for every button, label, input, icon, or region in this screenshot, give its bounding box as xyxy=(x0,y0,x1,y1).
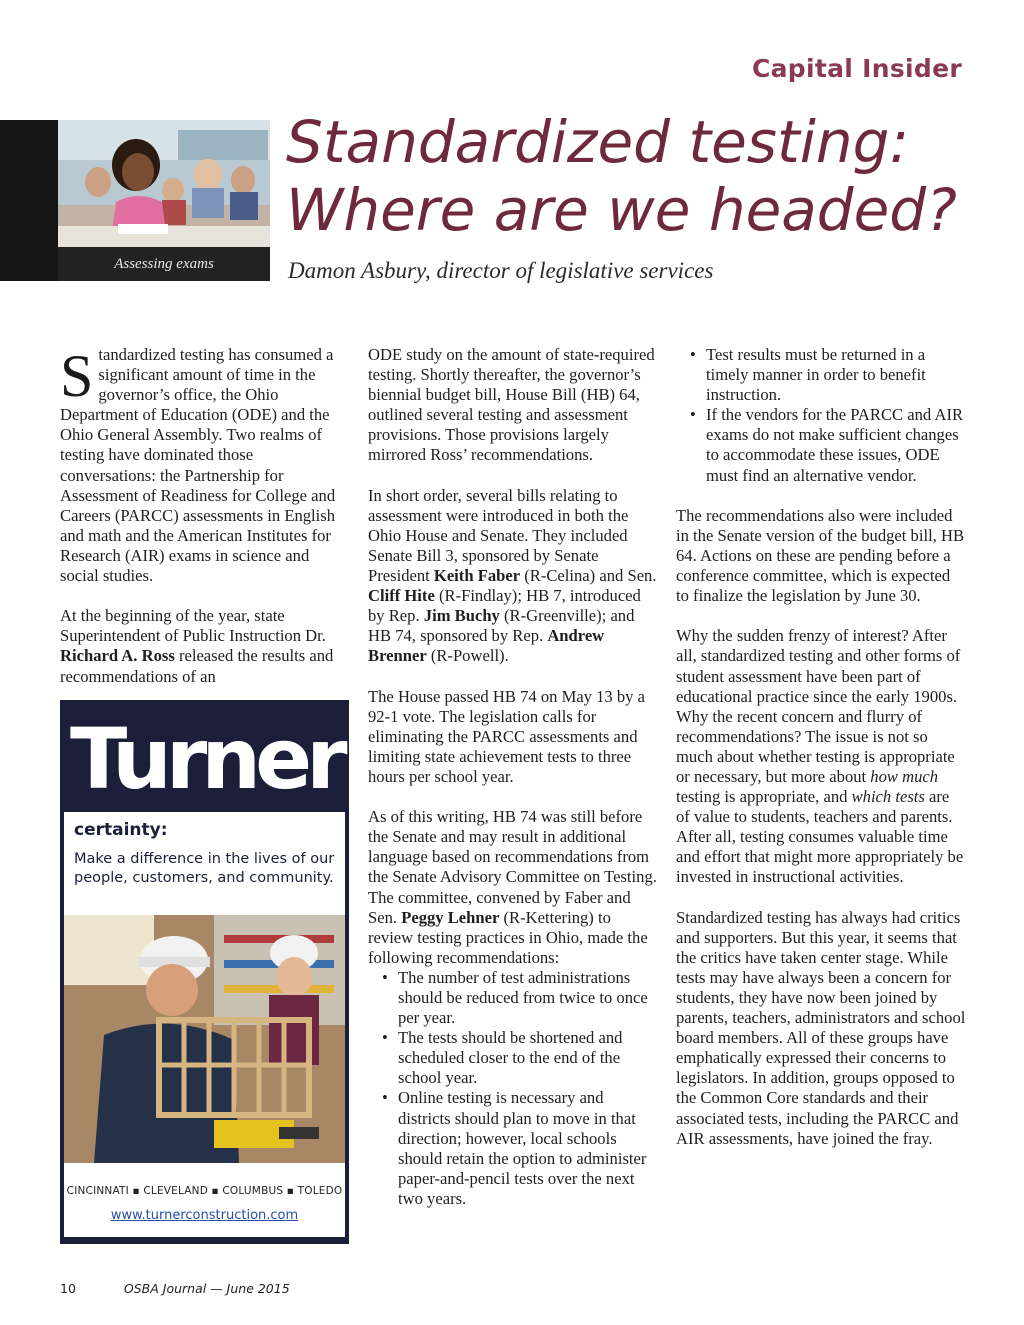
person-name: Peggy Lehner xyxy=(401,907,500,927)
paragraph: The House passed HB 74 on May 13 by a 92-1 vote. The legislation calls for eliminating the PARCC assessments and limiting state achievement tests to three hours per school year. xyxy=(368,686,645,786)
paragraph-text: In short order, several bills relating to assessment were introduced in both the Ohio House and Senate. They included Senate Bill 3, sponsored by Senate President xyxy=(368,485,629,586)
students-testing-illustration xyxy=(58,120,270,247)
paragraph-text: At the beginning of the year, state Superintendent of Public Instruction Dr. xyxy=(60,606,326,646)
paragraph xyxy=(60,606,340,686)
journal-issue: OSBA Journal — June 2015 xyxy=(123,1281,290,1296)
article-column-1 xyxy=(60,345,340,707)
article-column-2 xyxy=(368,345,658,1229)
paragraph-text: testing is appropriate, and xyxy=(676,787,852,807)
turner-advertisement xyxy=(60,700,349,1244)
paragraph-text: are of value to students, teachers and parents. After all, testing consumes valuable time and effort that might more appropriately be invested in instructional activities. xyxy=(676,787,964,887)
paragraph-text: (R-Kettering) to review testing practices in Ohio, made the following recommendations: xyxy=(368,907,648,967)
page-number: 10 xyxy=(60,1281,76,1296)
emphasis: which tests xyxy=(851,787,925,807)
list-item: • The tests should be shortened and scheduled closer to the end of the school year. xyxy=(398,1028,658,1088)
hero-photo xyxy=(58,120,270,247)
article-column-3 xyxy=(676,345,966,1169)
person-name: Cliff Hite xyxy=(368,586,435,606)
paragraph: The recommendations also were included in the Senate version of the budget bill, HB 64. Actions on these are pending before a conference committee, which is expected to finalize the legislation by June 30. xyxy=(676,505,965,606)
ad-photo xyxy=(64,915,345,1163)
headline-line-2: Where are we headed? xyxy=(286,176,957,244)
ad-cities: CINCINNATI ▪ CLEVELAND ▪ COLUMBUS ▪ TOLEDO xyxy=(66,1185,343,1197)
paragraph xyxy=(368,486,658,667)
ad-text: Make a difference in the lives of our people, customers, and community. xyxy=(74,851,335,886)
list-item: • Online testing is necessary and districts should plan to move in that direction; however, local schools should retain the option to administer paper-and-pencil tests over the next two years. xyxy=(398,1088,658,1209)
person-name: Jim Buchy xyxy=(423,606,500,626)
paragraph-text: tandardized testing has consumed a significant amount of time in the governor’s office, the Ohio Department of Education (ODE) and the Ohio General Assembly. Two realms of testing have dominated those conversations: the Partnership for Assessment of Readiness for College and Careers (PARCC) assessments in English and math and the American Institutes for Research (AIR) exams in science and social studies. xyxy=(60,345,336,586)
byline: Damon Asbury, director of legislative services xyxy=(288,258,714,283)
list-item: • Test results must be returned in a timely manner in order to benefit instruction. xyxy=(706,345,966,405)
paragraph: Standardized testing has always had critics and supporters. But this year, it seems that the critics have taken center stage. While tests may have always been a concern for students, they have now been joined by parents, teachers, administrators and school board members. All of these groups have emphatically expressed their concerns to legislators. In addition, groups opposed to the Common Core standards and their associated tests, including the PARCC and AIR assessments, have joined the fray. xyxy=(676,907,966,1148)
section-label: Capital Insider xyxy=(751,54,962,83)
ad-heading: certainty: xyxy=(74,820,168,840)
person-name: Richard A. Ross xyxy=(60,646,175,666)
page-footer xyxy=(60,1281,290,1296)
list-item: • The number of test administrations should be reduced from twice to once per year. xyxy=(398,968,658,1028)
turner-logo: Turner xyxy=(70,710,342,808)
worker-and-child-illustration xyxy=(64,915,345,1163)
photo-caption: Assessing exams xyxy=(58,247,270,281)
ad-message-panel xyxy=(64,812,345,915)
paragraph xyxy=(676,626,966,887)
article-headline xyxy=(286,108,957,244)
person-name: Keith Faber xyxy=(433,566,521,586)
headline-line-1: Standardized testing: xyxy=(286,108,909,176)
paragraph xyxy=(368,807,658,968)
paragraph-text: Why the sudden frenzy of interest? After all, standardized testing and other forms of student assessment have been part of educational practice since the early 1900s. Why the recent concern and flurry of recommendations? The issue is not so much about whether testing is appropriate or necessary, but more about xyxy=(676,626,961,786)
person-name: Andrew Brenner xyxy=(368,626,605,666)
hero-image-block xyxy=(0,120,270,281)
recommendations-list-continued xyxy=(676,345,966,486)
paragraph-text: (R-Powell). xyxy=(426,646,509,666)
paragraph-text: As of this writing, HB 74 was still before the Senate and may result in additional language based on recommendations from the Senate Advisory Committee on Testing. The committee, convened by Faber and Sen. xyxy=(368,807,657,927)
list-item: • If the vendors for the PARCC and AIR exams do not make sufficient changes to accommodate these issues, ODE must find an alternative vendor. xyxy=(706,405,966,485)
paragraph-text: (R-Greenville); and HB 74, sponsored by Rep. xyxy=(368,606,635,646)
ad-footer xyxy=(64,1163,345,1237)
paragraph xyxy=(60,345,340,586)
paragraph-text: (R-Findlay); HB 7, introduced by Rep. xyxy=(368,586,641,626)
paragraph-text: (R-Celina) and Sen. xyxy=(520,566,657,586)
emphasis: how much xyxy=(870,766,939,786)
ad-url-link[interactable]: www.turnerconstruction.com xyxy=(110,1208,299,1223)
paragraph-text: released the results and recommendations of an xyxy=(60,646,334,686)
recommendations-list xyxy=(368,968,658,1209)
drop-cap: S xyxy=(60,343,94,409)
paragraph: ODE study on the amount of state-required testing. Shortly thereafter, the governor’s biennial budget bill, House Bill (HB) 64, outlined several testing and assessment provisions. Those provisions largely mirrored Ross’ recommendations. xyxy=(368,345,655,465)
